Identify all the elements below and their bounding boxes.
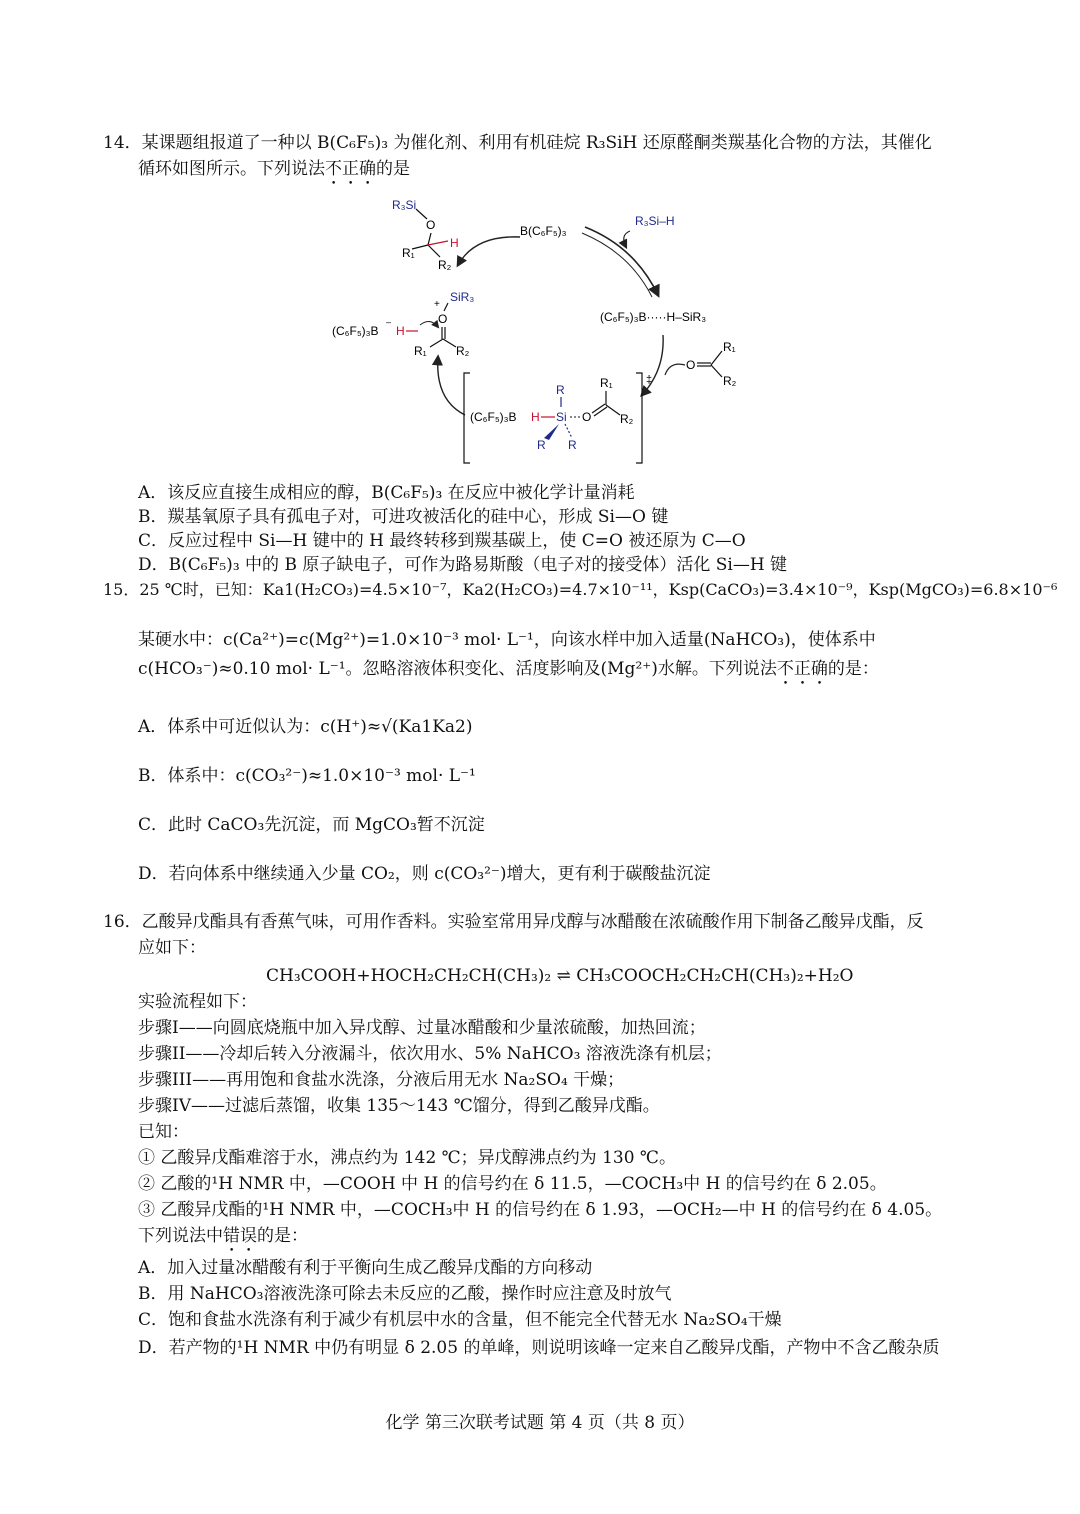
q14-option-d: D．B(C₆F₅)₃ 中的 B 原子缺电子，可作为路易斯酸（电子对的接受体）活化 Si—H 键 [138,555,788,575]
page-footer: 化学 第三次联考试题 第 4 页（共 8 页） [385,1413,695,1433]
ts-h-label: H [531,410,540,424]
silane-label: R₃Si–H [635,214,675,228]
q16-known-2: ② 乙酸的¹H NMR 中，—COOH 中 H 的信号约在 δ 11.5，—COCH₃中 H 的信号约在 δ 2.05。 [138,1174,887,1194]
q15-option-a: A．体系中可近似认为：c(H⁺)≈√(Ka1Ka2) [138,717,473,737]
ketone-r1-label: R₁ [723,340,736,354]
q15-emphasis: 不正确 [776,659,828,679]
q16-step-3: 步骤III——再用饱和食盐水洗涤，分液后用无水 Na₂SO₄ 干燥； [138,1070,625,1090]
q15-stem-line2: 某硬水中：c(Ca²⁺)=c(Mg²⁺)=1.0×10⁻³ mol· L⁻¹，向该水样中加入适量(NaHCO₃)，使体系中 [138,630,876,650]
q14-stem-line1: 14．某课题组报道了一种以 B(C₆F₅)₃ 为催化剂、利用有机硅烷 R₃SiH 还原醛酮类羰基化合物的方法，其催化 [103,133,932,153]
q16-stem-line2: 应如下： [138,938,206,958]
q14-emphasis: 不正确 [325,159,376,179]
oxocarbenium-r2-label: R₂ [456,344,470,358]
q16-option-d: D．若产物的¹H NMR 中仍有明显 δ 2.05 的单峰，则说明该峰一定来自乙酸异戊酯，产物中不含乙酸杂质 [138,1338,940,1358]
oxocarbenium-sir3-label: SiR₃ [450,290,475,304]
product-h-label: H [450,236,459,250]
ts-r-left-label: R [537,438,546,452]
ts-r-top-label: R [556,383,565,397]
q16-step-1: 步骤I——向圆底烧瓶中加入异戊醇、过量冰醋酸和少量浓硫酸，加热回流； [138,1018,706,1038]
borate-label: (C₆F₅)₃B [332,324,379,338]
ketone-o-label: O [686,358,696,372]
q15-stem-end: 的是： [827,659,879,679]
q14-option-c: C．反应过程中 Si—H 键中的 H 最终转移到羰基碳上，使 C=O 被还原为 C—O [138,531,746,551]
ts-borane-label: (C₆F₅)₃B [470,410,517,424]
ts-o-label: O [582,410,592,424]
product-o-label: O [426,218,436,232]
q15-stem-text: c(HCO₃⁻)≈0.10 mol· L⁻¹。忽略溶液体积变化、活度影响及(Mg²⁺)水解。下列说法 [138,659,777,679]
q14-stem-text: 循环如图所示。下列说法 [138,159,325,179]
q16-emphasis: 错误 [223,1226,257,1246]
q14-stem-end: 的是 [376,159,410,179]
q16-question [138,1224,308,1256]
q16-step-4: 步骤IV——过滤后蒸馏，收集 135～143 ℃馏分，得到乙酸异戊酯。 [138,1096,660,1116]
product-r3si-label: R₃Si [392,198,417,212]
q15-option-d: D．若向体系中继续通入少量 CO₂，则 c(CO₃²⁻)增大，更有利于碳酸盐沉淀 [138,864,711,884]
catalytic-cycle-diagram [330,185,750,470]
q16-equation: CH₃COOH+HOCH₂CH₂CH(CH₃)₂ ⇌ CH₃COOCH₂CH₂CH(CH₃)₂+H₂O [266,966,854,986]
q16-known-title: 已知： [138,1122,189,1142]
q16-option-c: C．饱和食盐水洗涤有利于减少有机层中水的含量，但不能完全代替无水 Na₂SO₄干燥 [138,1310,782,1330]
q16-option-b: B．用 NaHCO₃溶液洗涤可除去未反应的乙酸，操作时应注意及时放气 [138,1284,672,1304]
q16-question-text: 下列说法中 [138,1226,223,1246]
ts-si-label: Si [556,410,567,424]
borate-minus: – [386,317,392,327]
product-r1-label: R₁ [402,246,415,260]
complex-label: (C₆F₅)₃B·····H–SiR₃ [600,310,707,324]
q16-stem-line1: 16．乙酸异戊酯具有香蕉气味，可用作香料。实验室常用异戊醇与冰醋酸在浓硫酸作用下制备乙酸异戊酯，反 [103,912,924,932]
q16-flow-title: 实验流程如下： [138,992,257,1012]
q16-step-2: 步骤II——冷却后转入分液漏斗，依次用水、5% NaHCO₃ 溶液洗涤有机层； [138,1044,722,1064]
ts-r2-label: R₂ [620,412,634,426]
q14-option-a: A．该反应直接生成相应的醇，B(C₆F₅)₃ 在反应中被化学计量消耗 [138,483,635,503]
q15-option-c: C．此时 CaCO₃先沉淀，而 MgCO₃暂不沉淀 [138,815,485,835]
ts-dagger: ‡ [646,374,653,386]
borate-h-label: H [396,324,405,338]
q16-option-a: A．加入过量冰醋酸有利于平衡向生成乙酸异戊酯的方向移动 [138,1258,593,1278]
q16-known-3: ③ 乙酸异戊酯的¹H NMR 中，—COCH₃中 H 的信号约在 δ 1.93，—OCH₂—中 H 的信号约在 δ 4.05。 [138,1200,943,1220]
catalyst-label: B(C₆F₅)₃ [520,224,567,238]
q15-stem-line1: 15．25 ℃时，已知：Ka1(H₂CO₃)=4.5×10⁻⁷，Ka2(H₂CO₃)=4.7×10⁻¹¹，Ksp(CaCO₃)=3.4×10⁻⁹，Ksp(MgCO₃)=6.8×10⁻⁶ [103,580,1058,599]
q15-option-b: B．体系中：c(CO₃²⁻)≈1.0×10⁻³ mol· L⁻¹ [138,766,476,786]
q16-question-end: 的是： [257,1226,308,1246]
q14-option-b: B．羰基氧原子具有孤电子对，可进攻被活化的硅中心，形成 Si—O 键 [138,507,669,527]
oxocarbenium-o-label: O [438,312,448,326]
q16-known-1: ① 乙酸异戊酯难溶于水，沸点约为 142 ℃；异戊醇沸点约为 130 ℃。 [138,1148,676,1168]
oxocarbenium-r1-label: R₁ [414,344,427,358]
product-r2-label: R₂ [438,258,452,272]
q15-stem-line3 [138,657,879,689]
ts-r1-label: R₁ [600,376,613,390]
oxocarbenium-plus: + [434,299,440,310]
ketone-r2-label: R₂ [723,374,737,388]
ts-r-right-label: R [568,438,577,452]
